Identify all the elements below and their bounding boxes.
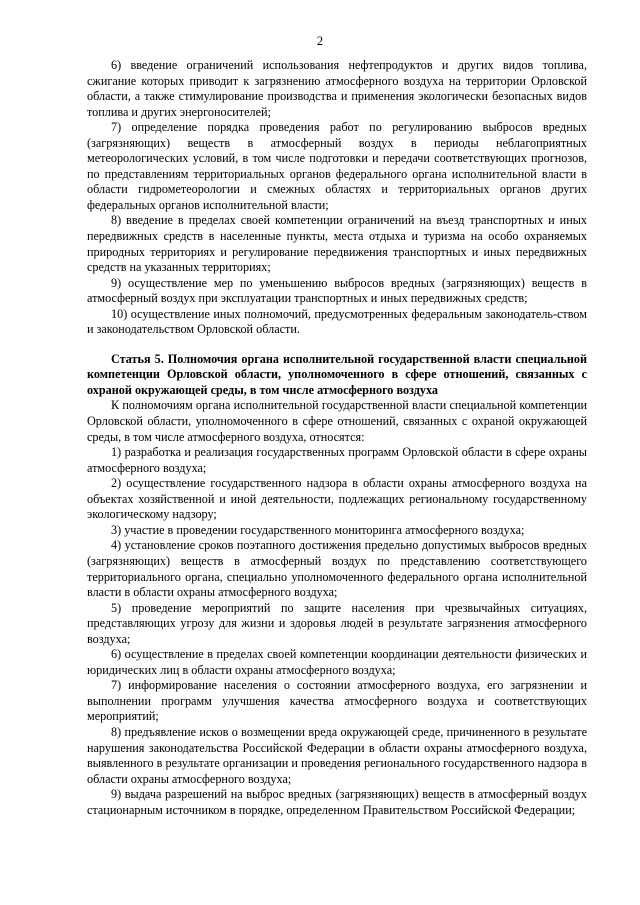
article-5-item-9: 9) выдача разрешений на выброс вредных (загрязняющих) веществ в атмосферный воздух стационарным источником в порядке, определенном Правительством Российской Федерации; xyxy=(87,787,587,817)
article-5-heading: Статья 5. Полномочия органа исполнительной государственной власти специальной компетенции Орловской области, уполномоченного в сфере отношений, связанных с охраной окружающей среды, в том числе атмосферного воздуха xyxy=(87,351,587,397)
article-5-item-4: 4) установление сроков поэтапного достижения предельно допустимых выбросов вредных (загрязняющих) веществ в атмосферный воздух по представлению соответствующего территориального органа, специально уполномоченного федерального органа исполнительной власти в области охраны атмосферного воздуха; xyxy=(87,538,587,600)
article-5-item-2: 2) осуществление государственного надзора в области охраны атмосферного воздуха на объектах хозяйственной и иной деятельности, подлежащих региональному государственному экологическому надзору; xyxy=(87,476,587,522)
article-5-item-8: 8) предъявление исков о возмещении вреда окружающей среде, причиненного в результате нарушения законодательства Российской Федерации в области охраны атмосферного воздуха, выявленного в результате организации и проведения регионального государственного надзора в области охраны атмосферного воздуха; xyxy=(87,724,587,786)
document-body xyxy=(87,58,587,818)
article-5-item-1: 1) разработка и реализация государственных программ Орловской области в сфере охраны атмосферного воздуха; xyxy=(87,445,587,475)
paragraph-item-8: 8) введение в пределах своей компетенции ограничений на въезд транспортных и иных передвижных средств в населенные пункты, места отдыха и туризма на особо охраняемых природных территориях и регулирование передвижения транспортных и иных передвижных средств на указанных территориях; xyxy=(87,213,587,275)
paragraph-item-9: 9) осуществление мер по уменьшению выбросов вредных (загрязняющих) веществ в атмосферный воздух при эксплуатации транспортных и иных передвижных средств; xyxy=(87,275,587,306)
article-5-item-3: 3) участие в проведении государственного мониторинга атмосферного воздуха; xyxy=(111,522,525,537)
paragraph-item-6: 6) введение ограничений использования нефтепродуктов и других видов топлива, сжигание которых приводит к загрязнению атмосферного воздуха на территории Орловской области, а также стимулирование производства и применения экологически безопасных видов топлива и других энергоносителей; xyxy=(87,58,587,119)
article-5-intro: К полномочиям органа исполнительной государственной власти специальной компетенции Орловской области, уполномоченного в сфере отношений, связанных с охраной окружающей среды, в том числе атмосферного воздуха, относятся: xyxy=(87,398,587,444)
paragraph-item-10: 10) осуществление иных полномочий, предусмотренных федеральным законодатель-ством и законодательством Орловской области. xyxy=(87,306,587,337)
page-number: 2 xyxy=(316,34,324,48)
article-5-item-7: 7) информирование населения о состоянии атмосферного воздуха, его загрязнении и выполнении программ улучшения качества атмосферного воздуха и соответствующих мероприятий; xyxy=(87,678,587,724)
article-5-item-5: 5) проведение мероприятий по защите населения при чрезвычайных ситуациях, представляющих угрозу для жизни и здоровья людей в результате загрязнения атмосферного воздуха; xyxy=(87,600,587,646)
paragraph-item-7: 7) определение порядка проведения работ по регулированию выбросов вредных (загрязняющих) веществ в атмосферный воздух в периоды неблагоприятных метеорологических условий, в том числе подготовки и передачи соответствующих прогнозов, по представлениям территориальных органов федерального органа исполнительной власти в области гидрометеорологии и смежных областях и территориальных органов других федеральных органов исполнительной власти; xyxy=(87,120,587,212)
article-5-item-6: 6) осуществление в пределах своей компетенции координации деятельности физических и юридических лиц в области охраны атмосферного воздуха; xyxy=(87,647,587,677)
